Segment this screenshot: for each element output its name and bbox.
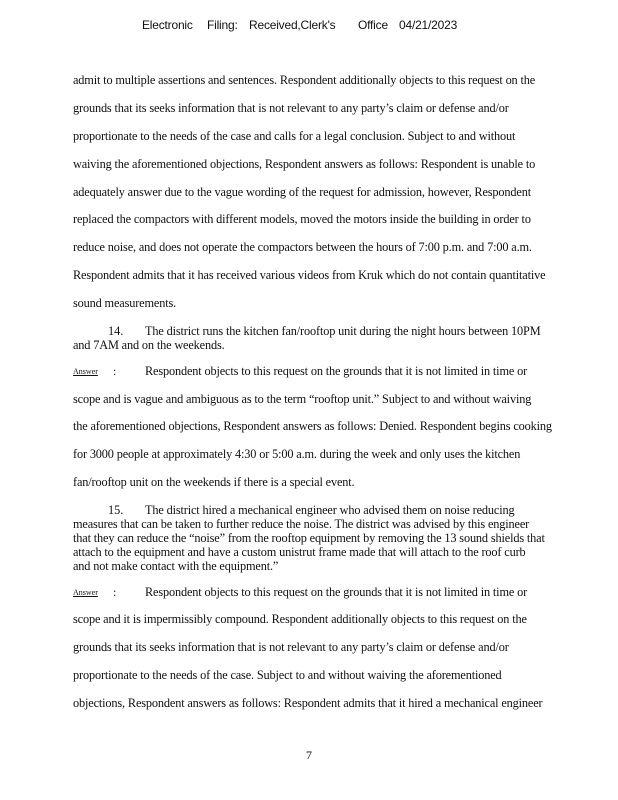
item-14-line: The district runs the kitchen fan/rooftop unit during the night hours between 10PM xyxy=(145,324,541,338)
answer-15-line: proportionate to the needs of the case. Subject to and without waiving the aforementioned xyxy=(73,668,502,682)
text-line: waiving the aforementioned objections, Respondent answers as follows: Respondent is unable to xyxy=(73,157,536,171)
text-line: grounds that its seeks information that is not relevant to any party’s claim or defense and/or xyxy=(73,101,509,115)
answer-label: Answer xyxy=(73,588,98,597)
item-15-line: and not make contact with the equipment.” xyxy=(73,559,279,573)
text-line: Respondent admits that it has received various videos from Kruk which do not contain quantitative xyxy=(73,268,546,282)
header-date: 04/21/2023 xyxy=(399,18,458,32)
header-received: Received,Clerk's xyxy=(249,18,336,32)
header-electronic: Electronic xyxy=(142,18,193,32)
text-line: adequately answer due to the vague wording of the request for admission, however, Respondent xyxy=(73,185,531,199)
item-14-line: and 7AM and on the weekends. xyxy=(73,338,225,352)
header-filing: Filing: xyxy=(207,18,238,32)
text-line: sound measurements. xyxy=(73,296,177,310)
answer-14-line: the aforementioned objections, Respondent answers as follows: Denied. Respondent begins cooking xyxy=(73,419,552,433)
text-line: admit to multiple assertions and sentences. Respondent additionally objects to this request on the xyxy=(73,73,536,87)
answer-15-line: Respondent objects to this request on the grounds that it is not limited in time or xyxy=(145,585,528,599)
item-15-line: attach to the equipment and have a custom unistrut frame made that will attach to the roof curb xyxy=(73,545,526,559)
answer-colon: : xyxy=(113,585,117,599)
item-15-line: that they can reduce the “noise” from the rooftop equipment by removing the 13 sound shields that xyxy=(73,531,545,545)
answer-14-line: scope and is vague and ambiguous as to the term “rooftop unit.” Subject to and without waiving xyxy=(73,392,532,406)
text-line: proportionate to the needs of the case and calls for a legal conclusion. Subject to and without xyxy=(73,129,516,143)
answer-label: Answer xyxy=(73,367,98,376)
item-15-line: measures that can be taken to further reduce the noise. The district was advised by this engineer xyxy=(73,517,530,531)
answer-15-line: scope and it is impermissibly compound. Respondent additionally objects to this request on the xyxy=(73,612,527,626)
item-number-14: 14. xyxy=(108,324,124,338)
page-number: 7 xyxy=(306,748,312,762)
answer-15-line: grounds that its seeks information that is not relevant to any party’s claim or defense and/or xyxy=(73,640,509,654)
answer-14-line: fan/rooftop unit on the weekends if there is a special event. xyxy=(73,475,355,489)
answer-14-line: for 3000 people at approximately 4:30 or 5:00 a.m. during the week and only uses the kitchen xyxy=(73,447,521,461)
item-number-15: 15. xyxy=(108,503,124,517)
text-line: reduce noise, and does not operate the compactors between the hours of 7:00 p.m. and 7:00 a.m. xyxy=(73,240,532,254)
answer-colon: : xyxy=(113,364,117,378)
answer-15-line: objections, Respondent answers as follows: Respondent admits that it hired a mechanical engineer xyxy=(73,696,543,710)
header-office: Office xyxy=(358,18,388,32)
text-line: replaced the compactors with different models, moved the motors inside the building in order to xyxy=(73,212,531,226)
answer-14-line: Respondent objects to this request on the grounds that it is not limited in time or xyxy=(145,364,528,378)
item-15-line: The district hired a mechanical engineer who advised them on noise reducing xyxy=(145,503,515,517)
